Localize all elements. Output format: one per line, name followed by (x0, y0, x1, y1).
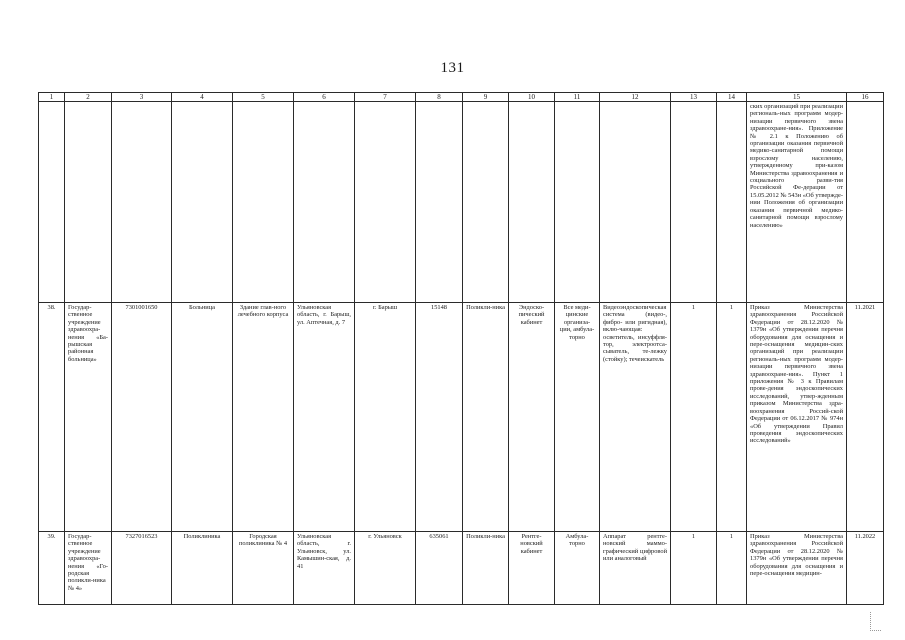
header-cell-qty-needed: 13 (671, 93, 717, 102)
cell-inn: 7301001650 (112, 303, 172, 532)
cell-address: Ульяновская область, г. Барыш, ул. Аптечная, д. 7 (294, 303, 355, 532)
table-row (39, 532, 884, 605)
cell-inn (112, 102, 172, 303)
header-cell-date: 16 (847, 93, 884, 102)
cell-legal-basis: Приказ Министерства здравоохранения Российской Федерации от 28.12.2020 № 1379н «Об утверждении перечня оборудования для оснащения и пере-оснащения медицин- (747, 532, 847, 605)
cell-building: Городская поликлиника № 4 (233, 532, 294, 605)
corner-mark (870, 612, 881, 631)
table-row (39, 303, 884, 532)
cell-date (847, 102, 884, 303)
cell-organization: Государ-ственное учреждение здравоохра-нения «Ба-рышская районная больница» (65, 303, 112, 532)
cell-num (39, 102, 65, 303)
cell-building (233, 102, 294, 303)
header-cell-subdivision: 9 (463, 93, 509, 102)
cell-cabinet: Эндоско-пический кабинет (509, 303, 555, 532)
cell-qty-planned: 1 (717, 532, 747, 605)
header-cell-legal-basis: 15 (747, 93, 847, 102)
cell-population: 15148 (416, 303, 463, 532)
table-row (39, 102, 884, 303)
header-cell-population: 8 (416, 93, 463, 102)
header-cell-org-type: 4 (172, 93, 233, 102)
header-cell-inn: 3 (112, 93, 172, 102)
cell-subdivision: Поликли-ника (463, 303, 509, 532)
header-cell-building: 5 (233, 93, 294, 102)
cell-address: Ульяновская область, г. Ульяновск, ул. Камышин-ская, д. 41 (294, 532, 355, 605)
cell-building: Здание глав-ного лечебного корпуса (233, 303, 294, 532)
cell-legal-basis: Приказ Министерства здравоохранения Российской Федерации от 28.12.2020 № 1379н «Об утверждении перечня оборудования для оснащения и пере-оснащения медицин-ских организаций при реализации региональ-ных программ модер-низации первичного звена здравоохране-ния». Пункт 1 приложения № 3 к Правилам прове-дения эндоскопических исследований, утвер-жденным приказом Министерства здра-воохранения Россий-ской Федерации от 06.12.2017 № 974н «Об утверждении Правил проведения эндоскопических исследований» (747, 303, 847, 532)
cell-org-type (172, 102, 233, 303)
cell-qty-needed: 1 (671, 532, 717, 605)
table-body (39, 93, 884, 605)
cell-population: 635061 (416, 532, 463, 605)
cell-locality: г. Ульяновск (355, 532, 416, 605)
header-row (39, 93, 884, 102)
cell-legal-basis: ских организаций при реализации региональ-ных программ модер-низации первичного звена здравоохране-ния». Приложение № 2.1 к Положению об организации оказания первичной медико-санитарной помощи взрослому населению, утвержденному при-казом Министерства здравоохранения и социального разви-тия Российской Фе-дерации от 15.05.2012 № 543н «Об утвержде-нии Положения об организации оказания первичной медико-санитарной помощи взрослому населению» (747, 102, 847, 303)
header-cell-care-conditions: 11 (555, 93, 600, 102)
cell-org-type: Поликлиника (172, 532, 233, 605)
cell-equipment (600, 102, 671, 303)
cell-date: 11.2021 (847, 303, 884, 532)
cell-care-conditions (555, 102, 600, 303)
cell-locality (355, 102, 416, 303)
header-cell-qty-planned: 14 (717, 93, 747, 102)
header-cell-locality: 7 (355, 93, 416, 102)
cell-subdivision: Поликли-ника (463, 532, 509, 605)
cell-org-type: Больница (172, 303, 233, 532)
cell-organization: Государ-ственное учреждение здравоохра-нения «Го-родская поликли-ника № 4» (65, 532, 112, 605)
cell-qty-planned: 1 (717, 303, 747, 532)
page-number: 131 (440, 60, 465, 76)
cell-inn: 7327016523 (112, 532, 172, 605)
equipment-table (38, 92, 884, 605)
header-cell-num: 1 (39, 93, 65, 102)
cell-care-conditions: Амбула-торно (555, 532, 600, 605)
cell-num: 39. (39, 532, 65, 605)
cell-qty-planned (717, 102, 747, 303)
cell-num: 38. (39, 303, 65, 532)
cell-address (294, 102, 355, 303)
cell-equipment: Видеоэндоскопическая система (видео-, фибро- или ригидная), вклю-чающая: осветитель, инсуффля-тор, электроотса-сыватель, те-лежку (стойку); течеискатель (600, 303, 671, 532)
header-cell-equipment: 12 (600, 93, 671, 102)
cell-qty-needed: 1 (671, 303, 717, 532)
cell-population (416, 102, 463, 303)
cell-organization (65, 102, 112, 303)
cell-date: 11.2022 (847, 532, 884, 605)
cell-locality: г. Барыш (355, 303, 416, 532)
cell-care-conditions: Все меди-цинские организа-ции, амбула-торно (555, 303, 600, 532)
cell-qty-needed (671, 102, 717, 303)
header-cell-address: 6 (294, 93, 355, 102)
cell-equipment: Аппарат рентге-новский маммо-графический цифровой или аналоговый (600, 532, 671, 605)
cell-cabinet: Рентге-новский кабинет (509, 532, 555, 605)
header-cell-cabinet: 10 (509, 93, 555, 102)
cell-cabinet (509, 102, 555, 303)
cell-subdivision (463, 102, 509, 303)
header-cell-organization: 2 (65, 93, 112, 102)
